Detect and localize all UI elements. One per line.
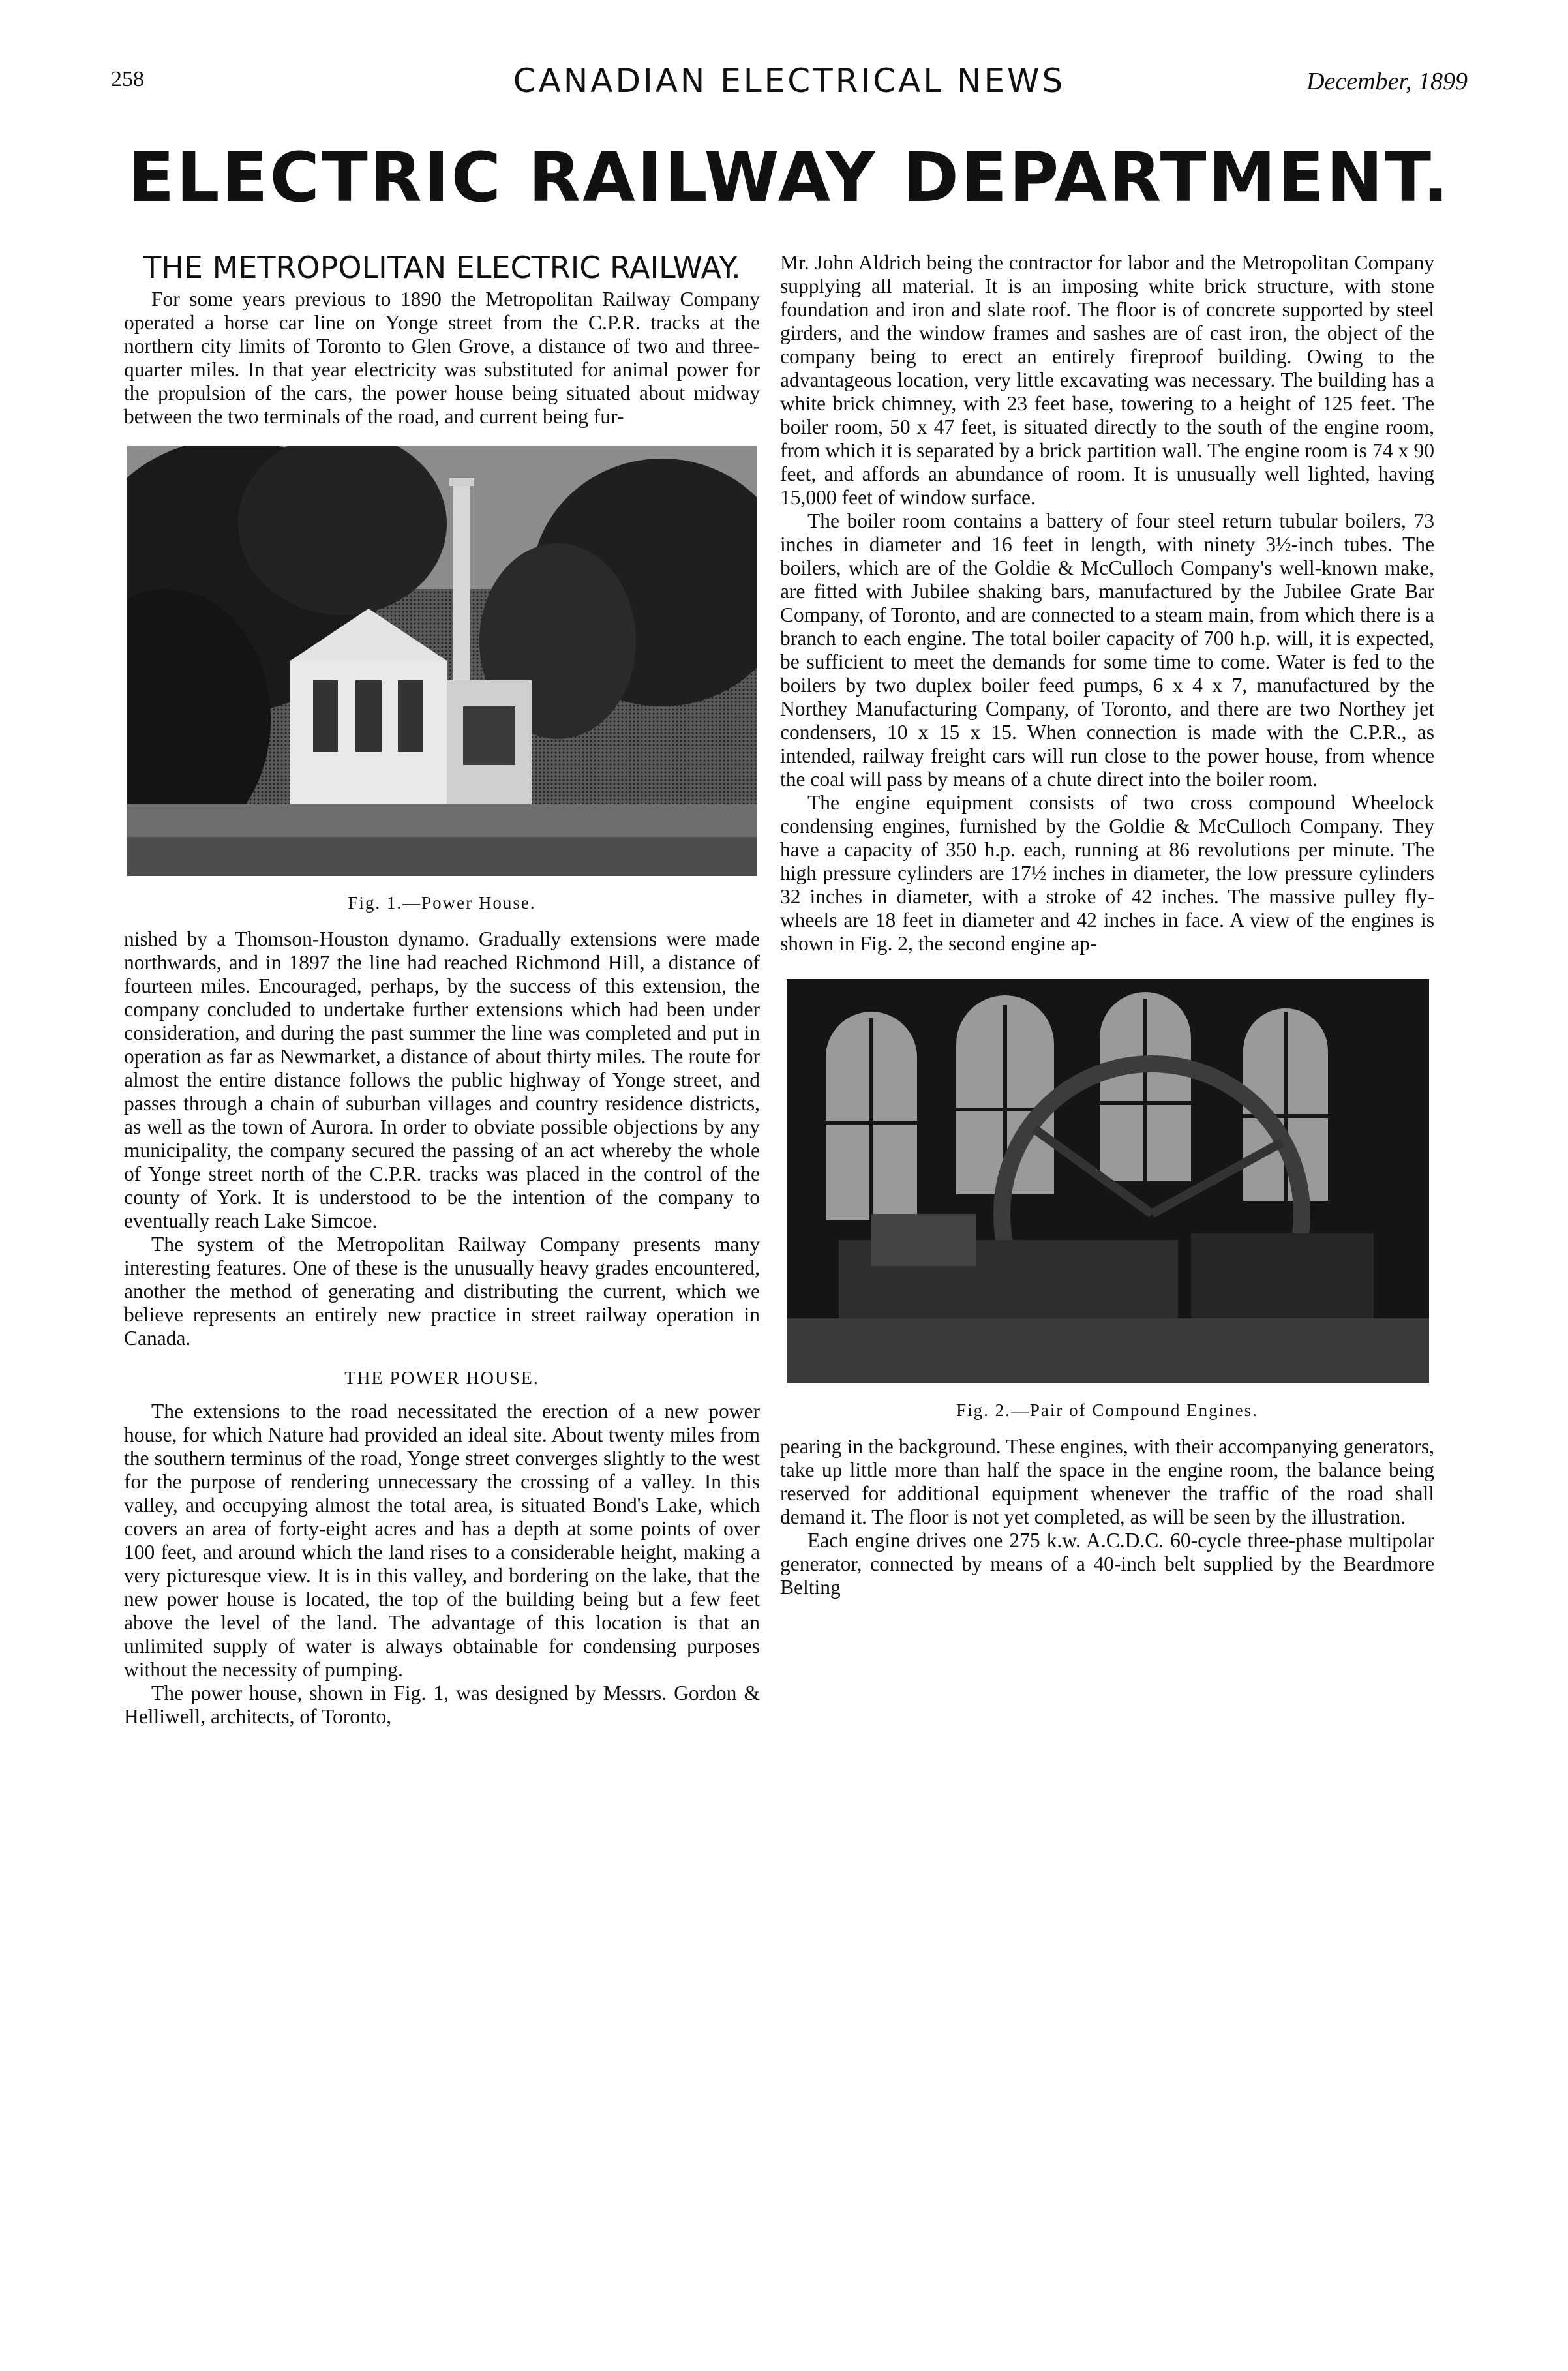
paragraph: The system of the Metropolitan Railway Company presents many interesting features. One of these is the unusually heavy grades encountered, another the method of generating and distributing the current, which we believe represents an entirely new practice in street railway operation in Canada. bbox=[124, 1233, 760, 1350]
power-house-illustration bbox=[127, 446, 757, 876]
figure-caption: Fig. 2.—Pair of Compound Engines. bbox=[956, 1400, 1258, 1420]
paragraph: Each engine drives one 275 k.w. A.C.D.C. 60-cycle three-phase multipolar generator, connected by means of a 40-inch belt supplied by the Beardmore Belting bbox=[780, 1529, 1434, 1599]
article-title: THE METROPOLITAN ELECTRIC RAILWAY. bbox=[143, 250, 741, 285]
figure-caption: Fig. 1.—Power House. bbox=[348, 893, 536, 913]
paragraph: The power house, shown in Fig. 1, was designed by Messrs. Gordon & Helliwell, architects, of Toronto, bbox=[124, 1682, 760, 1728]
paragraph: The engine equipment consists of two cross compound Wheelock condensing engines, furnished by the Goldie & McCulloch Company. They have a capacity of 350 h.p. each, running at 86 revolutions per minute. The high pressure cylinders are 17½ inches in diameter, the low pressure cylinders 32 inches in diameter, with a stroke of 42 inches. The massive pulley fly-wheels are 18 feet in diameter and 42 inches in face. A view of the engines is shown in Fig. 2, the second engine ap- bbox=[780, 791, 1434, 955]
figure-power-house bbox=[127, 446, 757, 876]
page-number: 258 bbox=[111, 67, 144, 91]
paragraph: For some years previous to 1890 the Metropolitan Railway Company operated a horse car line on Yonge street from the C.P.R. tracks at the northern city limits of Toronto to Glen Grove, a distance of two and three-quarter miles. In that year electricity was substituted for animal power for the propulsion of the cars, the power house being situated about midway between the two terminals of the road, and current being fur- bbox=[124, 288, 760, 428]
left-column bbox=[124, 251, 760, 1729]
paragraph: pearing in the background. These engines, with their accompanying generators, take up little more than half the space in the engine room, the balance being reserved for additional equipment whenever the traffic of the road shall demand it. The floor is not yet completed, as will be seen by the illustration. bbox=[780, 1435, 1434, 1528]
department-title: ELECTRIC RAILWAY DEPARTMENT. bbox=[128, 138, 1451, 217]
journal-title: CANADIAN ELECTRICAL NEWS bbox=[513, 62, 1066, 100]
compound-engines-illustration bbox=[787, 979, 1429, 1383]
right-column bbox=[780, 251, 1434, 1599]
paragraph: nished by a Thomson-Houston dynamo. Gradually extensions were made northwards, and in 1897 the line had reached Richmond Hill, a distance of fourteen miles. Encouraged, perhaps, by the success of this extension, the company concluded to undertake further extensions which had been under consideration, and during the past summer the line was completed and put in operation as far as Newmarket, a distance of about thirty miles. The route for almost the entire distance follows the public highway of Yonge street, and passes through a chain of suburban villages and country residence districts, as well as the town of Aurora. In order to obviate possible objections by any municipality, the company secured the passing of an act whereby the whole of Yonge street north of the C.P.R. tracks was placed in the control of the county of York. It is understood to be the intention of the company to eventually reach Lake Simcoe. bbox=[124, 928, 760, 1232]
paragraph: The boiler room contains a battery of four steel return tubular boilers, 73 inches in diameter and 16 feet in length, with ninety 3½-inch tubes. The boilers, which are of the Goldie & McCulloch Company's well-known make, are fitted with Jubilee shaking bars, manufactured by the Jubilee Grate Bar Company, of Toronto, and are connected to a steam main, from which there is a branch to each engine. The total boiler capacity of 700 h.p. will, it is expected, be sufficient to meet the demands for some time to come. Water is fed to the boilers by two duplex boiler feed pumps, 6 x 4 x 7, manufactured by the Northey Manufacturing Company, of Toronto, and there are two Northey jet condensers, 10 x 15 x 15. When connection is made with the C.P.R., as intended, railway freight cars will run close to the power house, from whence the coal will pass by means of a chute direct into the boiler room. bbox=[780, 509, 1434, 791]
section-subheading: THE POWER HOUSE. bbox=[344, 1368, 539, 1389]
paragraph: Mr. John Aldrich being the contractor for labor and the Metropolitan Company supplying all material. It is an imposing white brick structure, with stone foundation and iron and slate roof. The floor is of concrete supported by steel girders, and the window frames and sashes are of cast iron, the object of the company being to erect an entirely fireproof building. Owing to the advantageous location, very little excavating was necessary. The building has a white brick chimney, with 23 feet base, towering to a height of 125 feet. The boiler room, 50 x 47 feet, is situated directly to the south of the engine room, from which it is separated by a brick partition wall. The engine room is 74 x 90 feet, and affords an abundance of room. It is unusually well lighted, having 15,000 feet of window surface. bbox=[780, 251, 1434, 509]
figure-compound-engines bbox=[787, 979, 1429, 1383]
running-head bbox=[111, 62, 1468, 108]
paragraph: The extensions to the road necessitated the erection of a new power house, for which Nature had provided an ideal site. About twenty miles from the southern terminus of the road, Yonge street converges slightly to the west for the purpose of rendering unnecessary the crossing of a valley. In this valley, and occupying almost the total area, is situated Bond's Lake, which covers an area of forty-eight acres and has a depth at some points of over 100 feet, and around which the land rises to a considerable height, making a very picturesque view. It is in this valley, and bordering on the lake, that the new power house is located, the top of the building being but a few feet above the level of the land. The advantage of this location is that an unlimited supply of water is always obtainable for condensing purposes without the necessity of pumping. bbox=[124, 1400, 760, 1681]
issue-date: December, 1899 bbox=[1306, 68, 1468, 95]
